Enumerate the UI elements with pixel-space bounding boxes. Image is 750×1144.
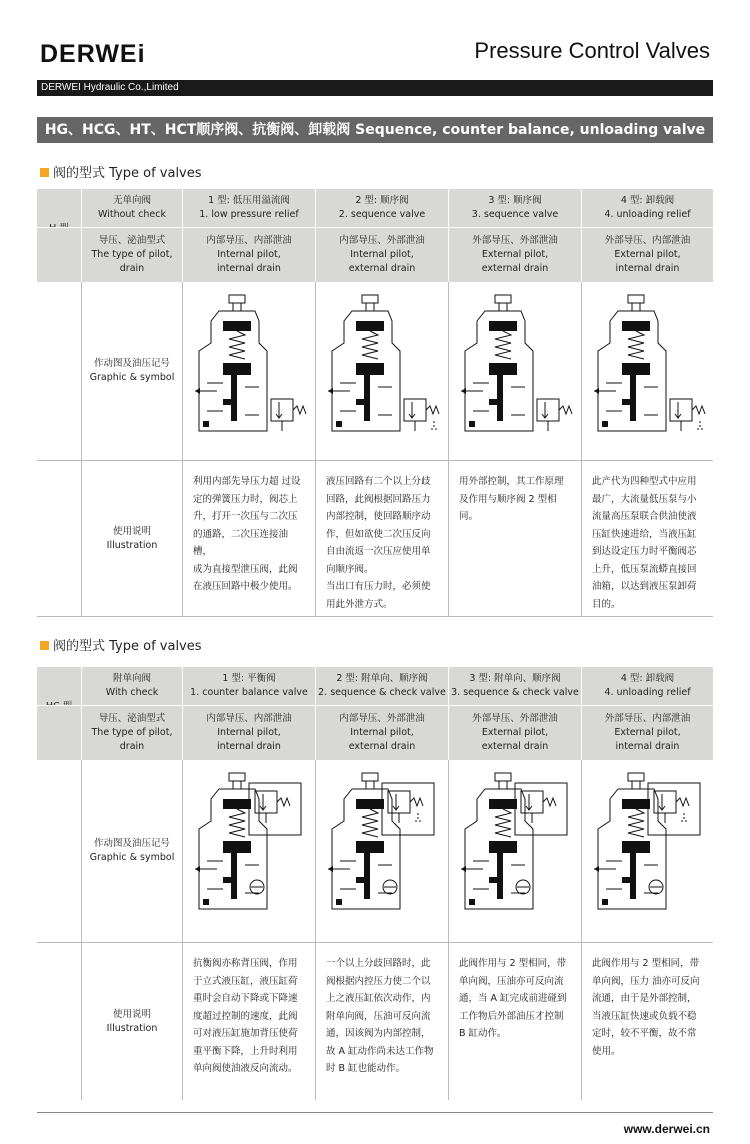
valve-check-diagram-1 [182, 760, 315, 942]
col-type-1: 1 型: 平衡阀 1. counter balance valve [182, 667, 315, 705]
col-pilot-3: 外部导压、外部泄油 External pilot, external drain [448, 706, 581, 760]
table-hc-graphic-row [37, 760, 713, 942]
illus-label: 使用说明 Illustration [81, 943, 182, 1100]
col-type-3: 3 型: 附单向、顺序阀 3. sequence & check valve [448, 667, 581, 705]
col-pilot-4: 外部导压、内部泄油 External pilot, internal drain [581, 706, 713, 760]
section-title: HG、HCG、HT、HCT顺序阀、抗衡阀、卸载阀 Sequence, counter balance, unloading valve [37, 117, 713, 143]
col-pilot-2: 内部导压、外部泄油 Internal pilot, external drain [315, 228, 448, 282]
valve-diagram-4 [581, 282, 713, 460]
table-h-graphic-row [37, 282, 713, 460]
illus-text-1: 利用内部先导压力超 过设 定的弹簧压力时，阀芯上 升，打开一次压与二次压 的通路，二次压连接油槽， 成为直接型泄压阀，此阀 在液压回路中极少使用。 [182, 461, 315, 617]
company-bar: DERWEI Hydraulic Co.,Limited [37, 80, 713, 96]
col-type-4: 4 型: 卸载阀 4. unloading relief [581, 189, 713, 227]
table-hc-pilot-row [37, 705, 713, 760]
brand-logo: DERWEi [40, 40, 146, 68]
table-hc-heading [40, 635, 202, 654]
bullet-square-icon [40, 168, 49, 177]
table-h-pilot-row [37, 227, 713, 282]
col-type-4: 4 型: 卸载阀 4. unloading relief [581, 667, 713, 705]
table-h-illus-row [37, 461, 713, 617]
table-hc-type-row [37, 667, 713, 705]
illus-text-2: 液压回路有二个以上分歧 回路，此阀根据回路压力 内部控制，使回路顺序动 作，但如欲使二次压反向 自由流返一次压应使用单 向顺序阀。 当出口有压力时，必须使 用此外泄方式。 [315, 461, 448, 617]
illus-label: 使用说明 Illustration [81, 461, 182, 617]
col-pilot-1: 内部导压、内部泄油 Internal pilot, internal drain [182, 706, 315, 760]
graphic-label: 作动图及油压记号 Graphic & symbol [81, 760, 182, 942]
valve-diagram-3 [448, 282, 581, 460]
document-title: Pressure Control Valves [474, 38, 710, 63]
col-type-1: 1 型: 低压用溢流阀 1. low pressure relief [182, 189, 315, 227]
graphic-label: 作动图及油压记号 Graphic & symbol [81, 282, 182, 460]
table-h-type-row [37, 189, 713, 227]
valve-check-diagram-4 [581, 760, 713, 942]
table-hc [37, 667, 713, 1100]
illus-text-4: 此阀作用与 2 型相同，带 单向阀，压力 油亦可反向 流通，由于是外部控制， 当液压缸快速或负载不稳 定时，较不平衡，故不常 使用。 [581, 943, 713, 1100]
pilot-label: 导压、泌油型式 The type of pilot, drain [81, 706, 182, 760]
col-pilot-1: 内部导压、内部泄油 Internal pilot, internal drain [182, 228, 315, 282]
table-h-heading [40, 162, 202, 181]
col-type-2: 2 型: 顺序阀 2. sequence valve [315, 189, 448, 227]
col-type-3: 3 型: 顺序阀 3. sequence valve [448, 189, 581, 227]
table-h [37, 189, 713, 617]
valve-diagram-2 [315, 282, 448, 460]
illus-text-4: 此产代为四种型式中应用 最广，大流量低压泵与小 流量高压泵联合供油使液 压缸快速进给，当液压缸 到达设定压力时平衡阀芯 上升，低压泵流蟒直接回 油箱，以达到液压泵卸荷 目的。 [581, 461, 713, 617]
col-type-2: 2 型: 附单向、顺序阀 2. sequence & check valve [315, 667, 448, 705]
illus-text-1: 抗衡阀亦称背压阀，作用 于立式液压缸，液压缸荷 重时会自动下降或下降速 度超过控制的速度，此阀 可对液压缸施加背压使荷 重平衡下降，上升时利用 单向阀使油液反向流动。 [182, 943, 315, 1100]
col-pilot-3: 外部导压、外部泄油 External pilot, external drain [448, 228, 581, 282]
footer-divider [37, 1112, 713, 1113]
illus-text-2: 一个以上分歧回路时，此 阀根据内控压力使二个以 上之液压缸依次动作，内 附单向阀，压油可反向流 通，因该阀为内部控制， 故 A 缸动作尚未达工作物 时 B 缸也能动作。 [315, 943, 448, 1100]
valve-diagram-1 [182, 282, 315, 460]
pilot-label: 导压、泌油型式 The type of pilot, drain [81, 228, 182, 282]
check-label: 无单向阀 Without check [81, 189, 182, 227]
table-h-heading-text: 阀的型式 Type of valves [53, 166, 202, 181]
illus-text-3: 此阀作用与 2 型相同，带 单向阀，压油亦可反向流 通，当 A 缸完成前进碰到 工作物后外部油压才控制 B 缸动作。 [448, 943, 581, 1100]
table-hc-illus-row [37, 943, 713, 1100]
bullet-square-icon [40, 641, 49, 650]
table-hc-heading-text: 阀的型式 Type of valves [53, 639, 202, 654]
footer-url: www.derwei.cn [623, 1122, 710, 1136]
col-pilot-2: 内部导压、外部泄油 Internal pilot, external drain [315, 706, 448, 760]
col-pilot-4: 外部导压、内部泄油 External pilot, internal drain [581, 228, 713, 282]
valve-check-diagram-2 [315, 760, 448, 942]
valve-check-diagram-3 [448, 760, 581, 942]
check-label: 附单向阀 With check [81, 667, 182, 705]
illus-text-3: 用外部控制，其工作原理 及作用与顺序阀 2 型相同。 [448, 461, 581, 617]
